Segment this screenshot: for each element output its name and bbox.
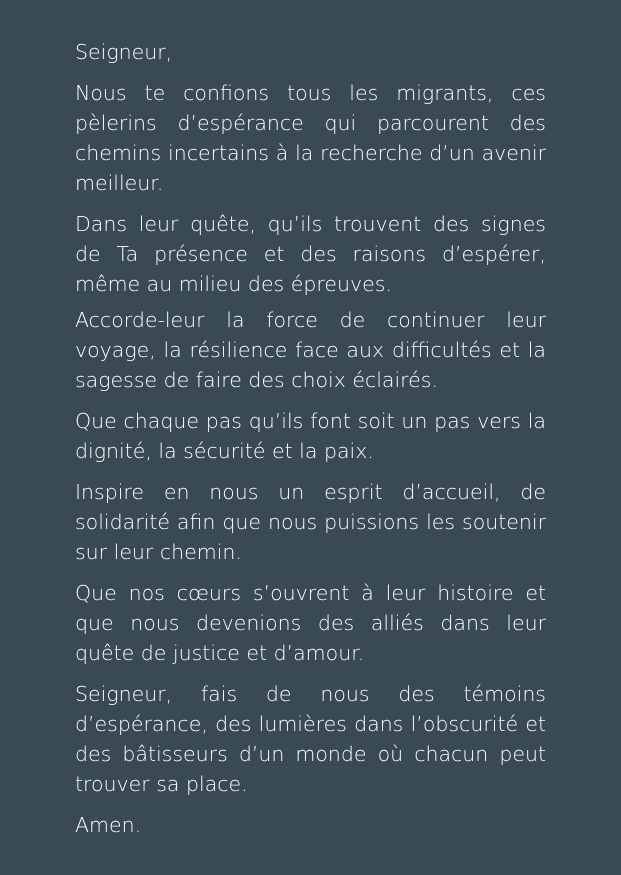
prayer-paragraph-7: Seigneur, fais de nous des témoins d’espérance, des lumières dans l’obscurité et des bâtisseurs d’un monde où chacun peut trouver sa place.	[75, 682, 546, 796]
prayer-salutation: Seigneur,	[75, 40, 173, 64]
prayer-paragraph-1: Nous te confions tous les migrants, ces pèlerins d’espérance qui parcourent des chemins incertains à la recherche d’un avenir meilleur.	[75, 81, 546, 195]
prayer-closing: Amen.	[75, 813, 142, 837]
prayer-paragraph-2: Dans leur quête, qu’ils trouvent des signes de Ta présence et des raisons d’espérer, même au milieu des épreuves.	[75, 212, 546, 296]
prayer-paragraph-5: Inspire en nous un esprit d’accueil, de solidarité afin que nous puissions les soutenir sur leur chemin.	[75, 480, 546, 564]
prayer-paragraph-3: Accorde-leur la force de continuer leur voyage, la résilience face aux difficultés et la sagesse de faire des choix éclairés.	[75, 308, 546, 392]
prayer-paragraph-6: Que nos cœurs s’ouvrent à leur histoire et que nous devenions des alliés dans leur quête de justice et d’amour.	[75, 581, 546, 665]
prayer-paragraph-4: Que chaque pas qu’ils font soit un pas vers la dignité, la sécurité et la paix.	[75, 409, 546, 463]
